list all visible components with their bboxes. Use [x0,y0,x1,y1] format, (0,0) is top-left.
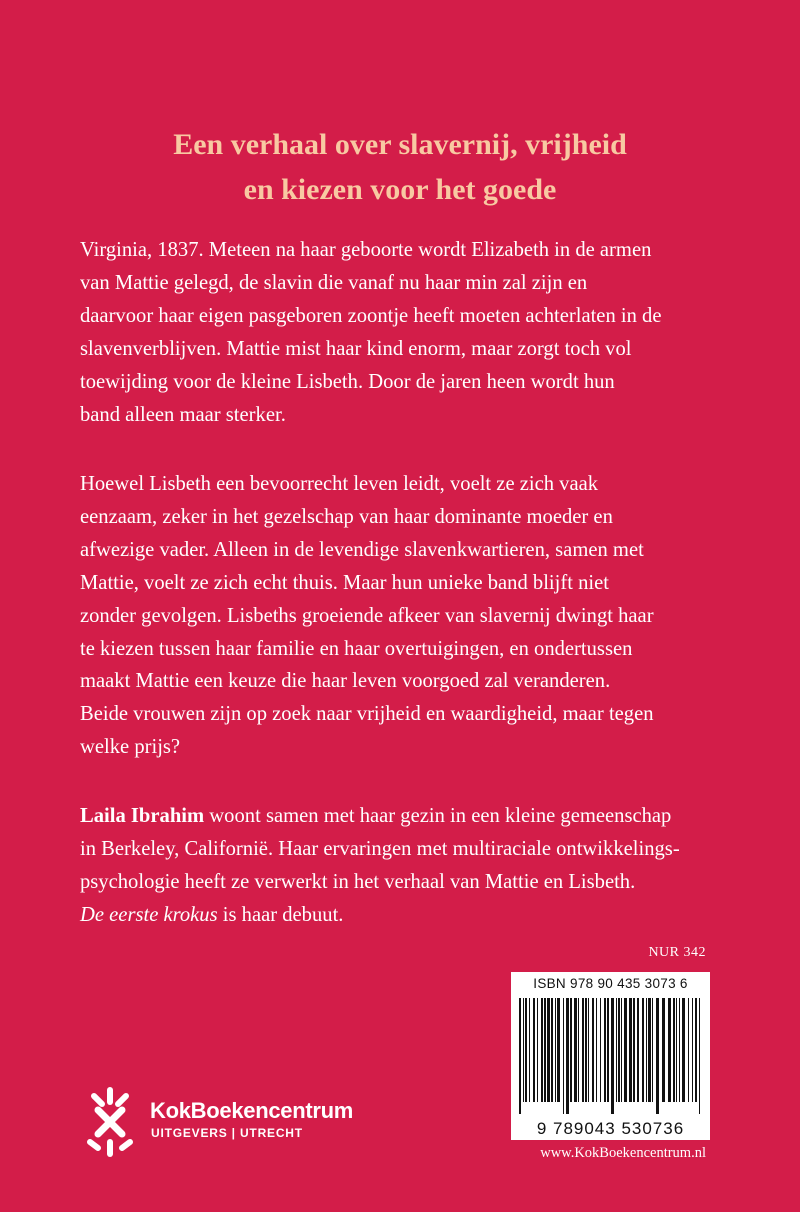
publisher-logo [84,1082,404,1162]
text-line: Mattie, voelt ze zich echt thuis. Maar hun unieke band blijft niet [80,571,609,594]
author-name: Laila Ibrahim [80,805,205,827]
text-line: eenzaam, zeker in het gezelschap van haar dominante moeder en [80,505,613,528]
text-line: te kiezen tussen haar familie en haar overtuigingen, en ondertussen [80,637,633,660]
barcode-digits: 9 789043 530736 [511,1118,710,1140]
text-line: daarvoor haar eigen pasgeboren zoontje heeft moeten achterlaten in de [80,304,662,327]
book-title: De eerste krokus [80,903,218,926]
text-line: zonder gevolgen. Lisbeths groeiende afkeer van slavernij dwingt haar [80,604,654,627]
isbn-label: ISBN 978 90 435 3073 6 [533,976,688,991]
text-line: afwezige vader. Alleen in de levendige slavenkwartieren, samen met [80,538,644,561]
tagline-line-2: en kiezen voor het goede [243,173,557,206]
text-line: toewijding voor de kleine Lisbeth. Door de jaren heen wordt hun [80,370,615,393]
tagline [0,122,800,212]
tagline-line-1: Een verhaal over slavernij, vrijheid [173,128,627,161]
text-line: Hoewel Lisbeth een bevoorrecht leven leidt, voelt ze zich vaak [80,473,599,495]
nur-code: NUR 342 [648,945,706,960]
synopsis-paragraph-1 [80,234,730,431]
synopsis-paragraph-2 [80,468,730,764]
text-line: psychologie heeft ze verwerkt in het verhaal van Mattie en Lisbeth. [80,870,636,893]
website-link[interactable]: www.KokBoekencentrum.nl [540,1145,706,1161]
publisher-name: KokBoekencentrum [150,1098,354,1123]
barcode-icon [519,998,702,1114]
publisher-logo-icon [84,1082,136,1162]
text-line: maakt Mattie een keuze die haar leven voorgoed zal veranderen. [80,670,611,693]
bio-text: is haar debuut. [217,903,344,926]
text-line: slavenverblijven. Mattie mist haar kind enorm, maar zorgt toch vol [80,337,632,360]
text-line: Beide vrouwen zijn op zoek naar vrijheid en waardigheid, maar tegen [80,703,654,726]
text-line: in Berkeley, Californië. Haar ervaringen met multiraciale ontwikkelings- [80,837,680,860]
text-line: van Mattie gelegd, de slavin die vanaf nu haar min zal zijn en [80,271,588,294]
publisher-subtitle: UITGEVERS | UTRECHT [151,1126,303,1140]
isbn-barcode [511,972,710,1139]
bio-text: woont samen met haar gezin in een kleine gemeenschap [204,805,672,827]
text-line: welke prijs? [80,736,181,759]
text-line [80,800,730,833]
text-line: Virginia, 1837. Meteen na haar geboorte wordt Elizabeth in de armen [80,239,652,261]
text-line: band alleen maar sterker. [80,403,286,426]
author-bio [80,800,730,932]
text-line [80,899,730,932]
